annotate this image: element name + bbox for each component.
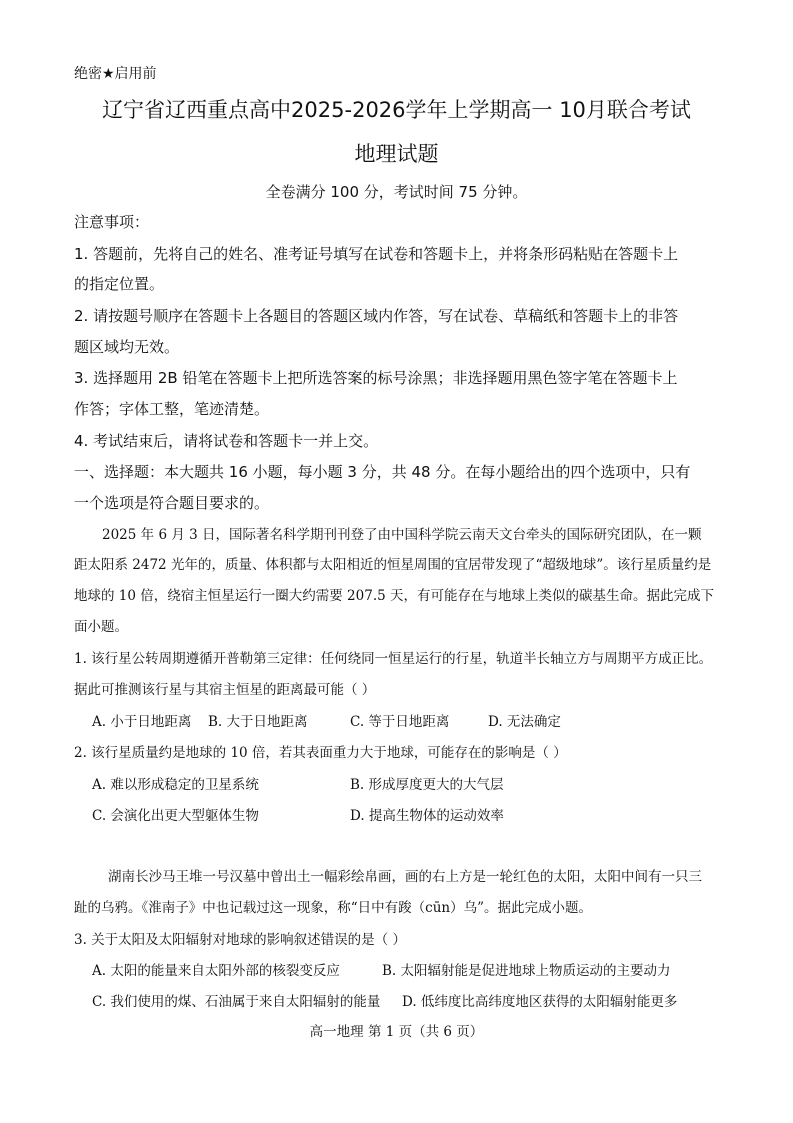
notice-heading: 注意事项： [74,213,150,231]
passage2-line: 趾的乌鸦。《淮南子》中也记载过这一现象，称“日中有踆（cūn）乌”。据此完成小题。 [74,900,593,916]
q3-option-d: D. 低纬度比高纬度地区获得的太阳辐射能更多 [402,994,678,1010]
q1-option-a: A. 小于日地距离 [92,714,192,730]
passage1-line: 地球的 10 倍，绕宿主恒星运行一圈大约需要 207.5 天，有可能存在与地球上类似的碳基生命。据此完成下 [74,588,714,604]
q2-option-c: C. 会演化出更大型躯体生物 [92,808,259,824]
notice-item-2b: 题区域均无效。 [74,338,180,356]
notice-item-3b: 作答；字体工整，笔迹清楚。 [74,400,270,418]
q1-stem-cont: 据此可推测该行星与其宿主恒星的距离最可能（ ） [74,682,376,698]
secret-mark: 绝密★启用前 [74,66,157,82]
passage1-line: 面小题。 [74,619,128,635]
notice-item-1b: 的指定位置。 [74,275,165,293]
q1-option-c: C. 等于日地距离 [350,714,450,730]
q2-option-b: B. 形成厚度更大的大气层 [350,777,504,793]
section-heading-cont: 一个选项是符合题目要求的。 [74,494,270,512]
exam-title: 辽宁省辽西重点高中2025-2026学年上学期高一 10月联合考试 [102,98,691,122]
q2-option-d: D. 提高生物体的运动效率 [350,808,504,824]
notice-item-2a: 2. 请按题号顺序在答题卡上各题目的答题区域内作答，写在试卷、草稿纸和答题卡上的非答 [74,307,679,325]
notice-item-4: 4. 考试结束后，请将试卷和答题卡一并上交。 [74,432,379,450]
passage1-line: 2025 年 6 月 3 日，国际著名科学期刊刊登了由中国科学院云南天文台牵头的国际研究团队，在一颗 [102,527,702,543]
q3-option-a: A. 太阳的能量来自太阳外部的核裂变反应 [92,963,340,979]
passage2-line: 湖南长沙马王堆一号汉墓中曾出土一幅彩绘帛画，画的右上方是一轮红色的太阳，太阳中间有一只三 [108,869,702,885]
notice-item-3a: 3. 选择题用 2B 铅笔在答题卡上把所选答案的标号涂黑；非选择题用黑色签字笔在答题卡上 [74,369,678,387]
q1-option-d: D. 无法确定 [488,714,561,730]
q1-option-b: B. 大于日地距离 [208,714,308,730]
q2-option-a: A. 难以形成稳定的卫星系统 [92,777,259,793]
q3-option-b: B. 太阳辐射能是促进地球上物质运动的主要动力 [382,963,671,979]
q1-stem: 1. 该行星公转周期遵循开普勒第三定律：任何绕同一恒星运行的行星，轨道半长轴立方与周期平方成正比。 [74,651,713,667]
score-time-note: 全卷满分 100 分，考试时间 75 分钟。 [265,183,528,201]
notice-item-1a: 1. 答题前，先将自己的姓名、准考证号填写在试卷和答题卡上，并将条形码粘贴在答题卡上 [74,245,679,263]
passage1-line: 距太阳系 2472 光年的，质量、体积都与太阳相近的恒星周围的宜居带发现了“超级地球”。该行星质量约是 [74,557,712,573]
exam-subtitle: 地理试题 [354,142,439,166]
page-footer: 高一地理 第 1 页（共 6 页） [309,1024,484,1040]
q2-stem: 2. 该行星质量约是地球的 10 倍，若其表面重力大于地球，可能存在的影响是（ ） [74,745,567,761]
q3-stem: 3. 关于太阳及太阳辐射对地球的影响叙述错误的是（ ） [74,932,406,948]
section-heading: 一、选择题：本大题共 16 小题，每小题 3 分，共 48 分。在每小题给出的四个选项中，只有 [74,463,691,481]
q3-option-c: C. 我们使用的煤、石油属于来自太阳辐射的能量 [92,994,381,1010]
